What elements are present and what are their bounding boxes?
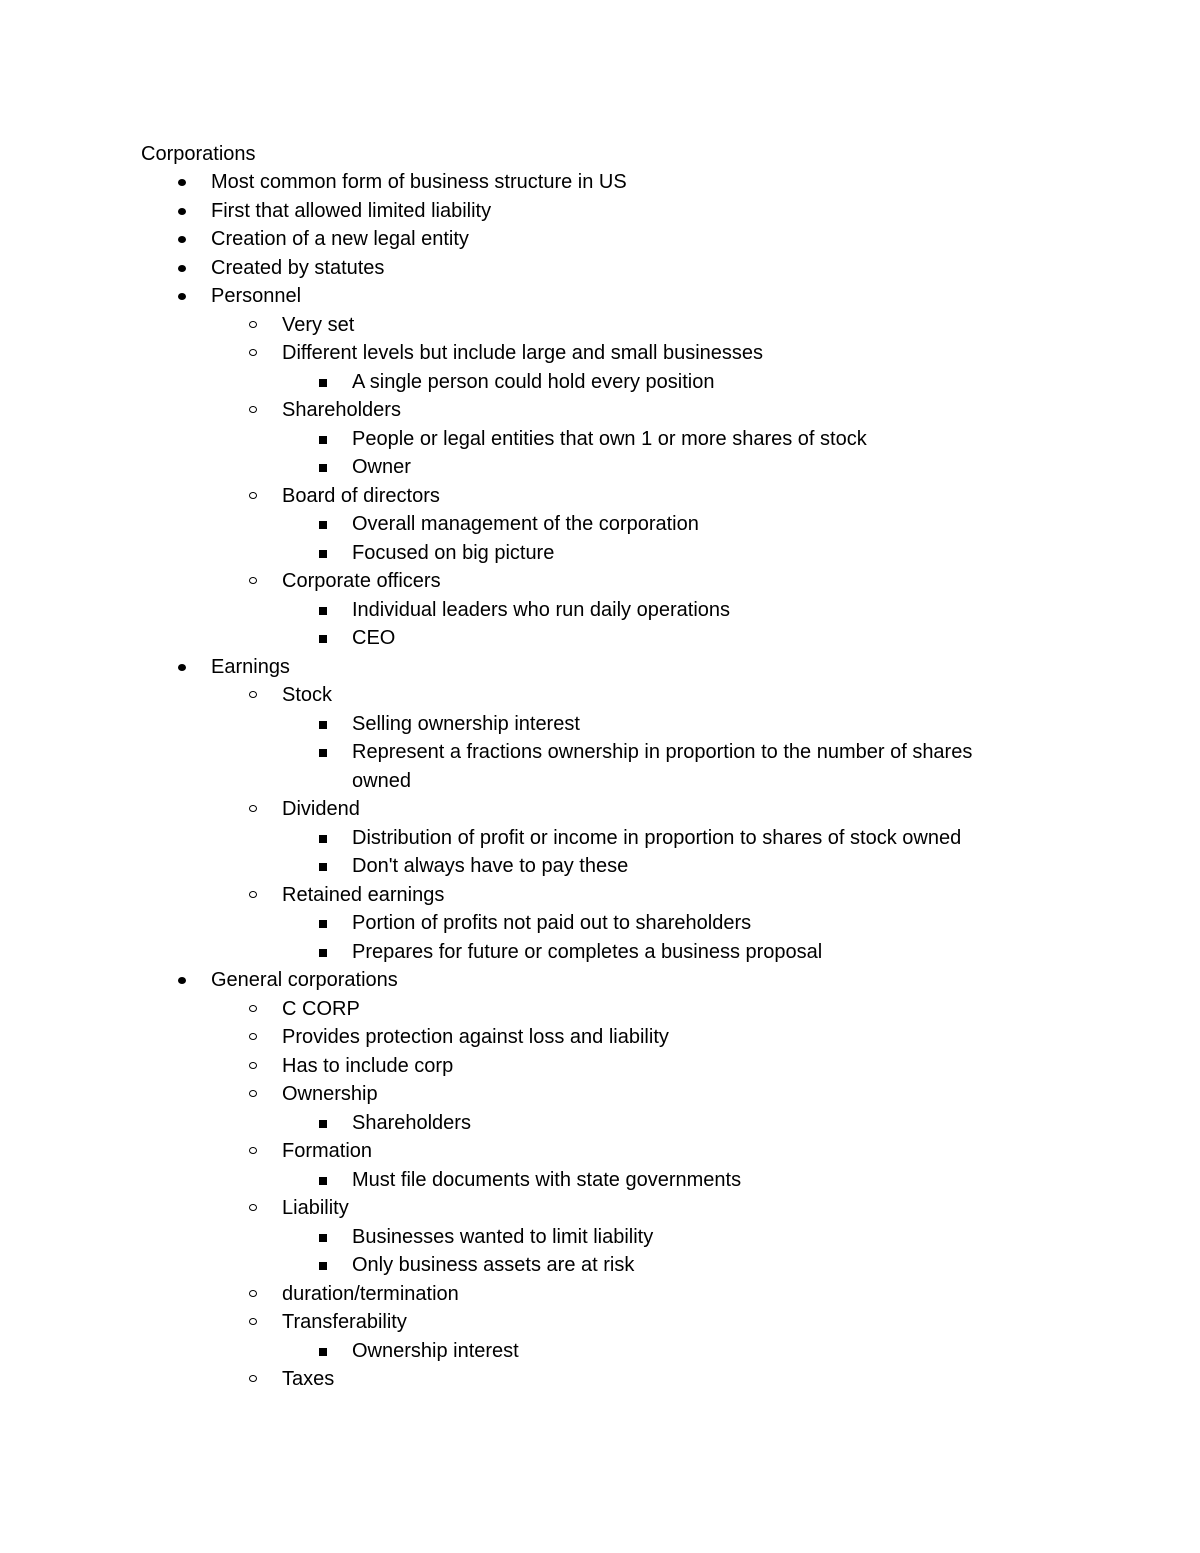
list-item-text: Provides protection against loss and liability — [282, 1026, 669, 1048]
list-item — [0, 852, 1200, 881]
list-item-text: General corporations — [211, 969, 398, 991]
list-item-text: Dividend — [282, 798, 360, 820]
list-item-text: C CORP — [282, 997, 360, 1020]
list-item — [0, 453, 1200, 482]
filled-square-bullet-icon — [319, 436, 327, 444]
filled-circle-bullet-icon — [178, 293, 186, 300]
list-item — [0, 510, 1200, 539]
hollow-circle-bullet-icon — [249, 349, 257, 356]
list-item-text: Ownership interest — [352, 1339, 519, 1362]
list-item-text: First that allowed limited liability — [211, 199, 492, 222]
list-item — [0, 1080, 1200, 1109]
list-item — [0, 339, 1200, 368]
hollow-circle-bullet-icon — [249, 1005, 257, 1012]
list-item — [0, 1052, 1200, 1081]
list-item — [0, 567, 1200, 596]
hollow-circle-bullet-icon — [249, 691, 257, 698]
filled-circle-bullet-icon — [178, 664, 186, 671]
hollow-circle-bullet-icon — [249, 1290, 257, 1297]
hollow-circle-bullet-icon — [249, 1204, 257, 1211]
list-item-text: Shareholders — [352, 1111, 471, 1134]
filled-square-bullet-icon — [319, 1234, 327, 1242]
hollow-circle-bullet-icon — [249, 891, 257, 898]
list-item — [0, 282, 1200, 311]
list-item — [0, 1023, 1200, 1052]
hollow-circle-bullet-icon — [249, 1375, 257, 1382]
hollow-circle-bullet-icon — [249, 492, 257, 499]
list-item — [0, 396, 1200, 425]
filled-square-bullet-icon — [319, 721, 327, 729]
list-item-text: Overall management of the corporation — [352, 513, 699, 535]
filled-square-bullet-icon — [319, 920, 327, 928]
list-item-text: A single person could hold every position — [352, 370, 715, 393]
hollow-circle-bullet-icon — [249, 805, 257, 812]
list-item-text: Earnings — [211, 655, 290, 678]
hollow-circle-bullet-icon — [249, 1147, 257, 1154]
list-item — [0, 938, 1200, 967]
list-item-text: Distribution of profit or income in proportion to shares of stock owned — [352, 826, 962, 849]
list-item — [0, 995, 1200, 1024]
hollow-circle-bullet-icon — [249, 1033, 257, 1040]
hollow-circle-bullet-icon — [249, 1318, 257, 1325]
list-item-text: Board of directors — [282, 484, 440, 507]
list-item — [0, 738, 1200, 767]
filled-square-bullet-icon — [319, 749, 327, 757]
hollow-circle-bullet-icon — [249, 1062, 257, 1069]
list-item-text: Ownership — [282, 1083, 378, 1105]
list-item — [0, 795, 1200, 824]
list-item — [0, 425, 1200, 454]
hollow-circle-bullet-icon — [249, 577, 257, 584]
hollow-circle-bullet-icon — [249, 321, 257, 328]
list-item — [0, 254, 1200, 283]
list-item-text: Stock — [282, 684, 333, 706]
list-item — [0, 596, 1200, 625]
list-item-text: Owner — [352, 456, 411, 478]
list-item — [0, 1280, 1200, 1309]
list-item — [0, 824, 1200, 853]
list-item — [0, 881, 1200, 910]
filled-square-bullet-icon — [319, 635, 327, 643]
list-item-text: Formation — [282, 1140, 373, 1162]
filled-square-bullet-icon — [319, 607, 327, 615]
filled-circle-bullet-icon — [178, 236, 186, 243]
filled-circle-bullet-icon — [178, 179, 186, 186]
list-item-text: Taxes — [282, 1368, 335, 1390]
filled-square-bullet-icon — [319, 521, 327, 529]
list-item-text: Shareholders — [282, 399, 401, 421]
hollow-circle-bullet-icon — [249, 406, 257, 413]
list-item-text: Represent a fractions ownership in proportion to the number of shares — [352, 741, 973, 763]
list-item-text: Focused on big picture — [352, 541, 555, 564]
list-item — [0, 368, 1200, 397]
list-item — [0, 225, 1200, 254]
list-item — [0, 909, 1200, 938]
list-item — [0, 710, 1200, 739]
list-item — [0, 653, 1200, 682]
list-item-text: Businesses wanted to limit liability — [352, 1225, 654, 1248]
bullet-outline — [0, 168, 1200, 1394]
filled-square-bullet-icon — [319, 379, 327, 387]
hollow-circle-bullet-icon — [249, 1090, 257, 1097]
list-item-text: Has to include corp — [282, 1054, 454, 1077]
list-item-text: People or legal entities that own 1 or more shares of stock — [352, 427, 867, 450]
filled-square-bullet-icon — [319, 835, 327, 843]
list-item-text: Creation of a new legal entity — [211, 228, 469, 250]
list-item-text: CEO — [352, 627, 396, 649]
filled-square-bullet-icon — [319, 949, 327, 957]
list-item-text: Most common form of business structure in US — [211, 171, 627, 193]
list-item — [0, 311, 1200, 340]
filled-square-bullet-icon — [319, 863, 327, 871]
list-item-text: Portion of profits not paid out to shareholders — [352, 912, 752, 934]
list-item — [0, 1337, 1200, 1366]
list-item-text: Liability — [282, 1197, 349, 1219]
list-item-text: Created by statutes — [211, 256, 385, 279]
list-item — [0, 1365, 1200, 1394]
list-item-text: Personnel — [211, 285, 302, 307]
list-item — [0, 624, 1200, 653]
list-item-text: Retained earnings — [282, 883, 445, 906]
filled-square-bullet-icon — [319, 550, 327, 558]
document-title: Corporations — [141, 143, 256, 165]
list-item-text: Different levels but include large and small businesses — [282, 342, 764, 364]
filled-circle-bullet-icon — [178, 265, 186, 272]
list-item — [0, 482, 1200, 511]
list-item — [0, 197, 1200, 226]
list-item — [0, 1223, 1200, 1252]
list-item — [0, 1137, 1200, 1166]
list-item-text: Corporate officers — [282, 570, 441, 592]
list-item — [0, 1166, 1200, 1195]
list-item — [0, 1194, 1200, 1223]
filled-square-bullet-icon — [319, 1120, 327, 1128]
filled-circle-bullet-icon — [178, 208, 186, 215]
list-item — [0, 1251, 1200, 1280]
list-item-text: Transferability — [282, 1311, 407, 1333]
filled-square-bullet-icon — [319, 464, 327, 472]
list-item — [0, 539, 1200, 568]
list-item — [0, 168, 1200, 197]
list-item-text: owned — [352, 769, 411, 792]
list-item-text: Must file documents with state governments — [352, 1168, 742, 1191]
filled-square-bullet-icon — [319, 1348, 327, 1356]
list-item-text: Very set — [282, 313, 355, 336]
list-item — [0, 767, 1200, 796]
list-item — [0, 1109, 1200, 1138]
list-item-text: Prepares for future or completes a business proposal — [352, 940, 823, 963]
list-item — [0, 1308, 1200, 1337]
list-item — [0, 966, 1200, 995]
list-item-text: Only business assets are at risk — [352, 1254, 635, 1276]
list-item-text: duration/termination — [282, 1282, 459, 1305]
filled-circle-bullet-icon — [178, 977, 186, 984]
filled-square-bullet-icon — [319, 1177, 327, 1185]
list-item-text: Selling ownership interest — [352, 712, 580, 735]
list-item-text: Individual leaders who run daily operations — [352, 598, 731, 621]
list-item — [0, 681, 1200, 710]
filled-square-bullet-icon — [319, 1262, 327, 1270]
list-item-text: Don't always have to pay these — [352, 855, 629, 877]
